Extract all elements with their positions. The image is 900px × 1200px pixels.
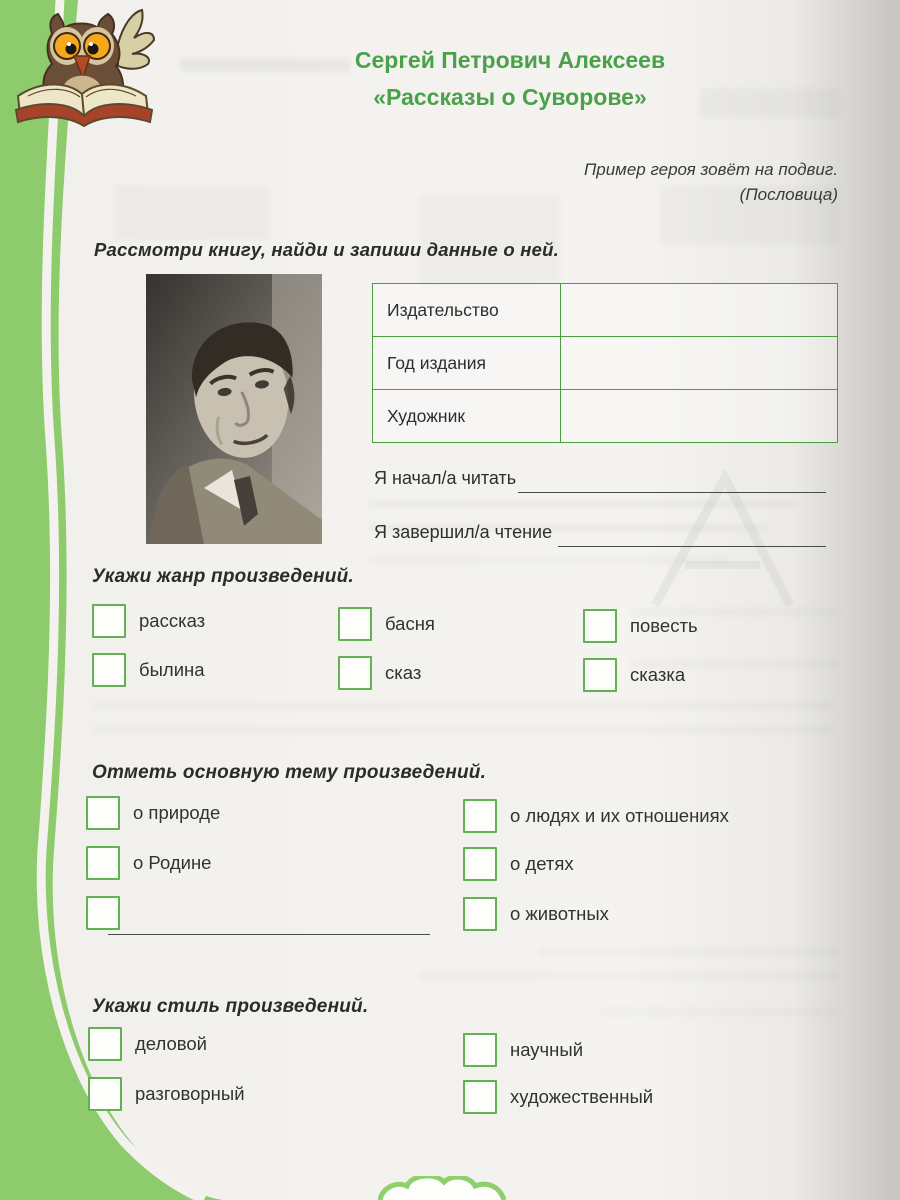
style-checkbox-delovoy[interactable] (88, 1027, 122, 1061)
finished-reading-blank[interactable] (558, 546, 826, 547)
theme-checkbox-lyudi[interactable] (463, 799, 497, 833)
genre-checkbox-skazka[interactable] (583, 658, 617, 692)
started-reading-blank[interactable] (518, 492, 826, 493)
theme-checkbox-rodina[interactable] (86, 846, 120, 880)
theme-option-zhivotnye (463, 896, 609, 932)
table-value-artist[interactable] (561, 390, 838, 443)
theme-label: о детях (510, 853, 574, 874)
book-info-instruction: Рассмотри книгу, найди и запиши данные о ней. (94, 239, 559, 260)
table-label-publisher: Издательство (373, 284, 561, 337)
genre-checkbox-skaz[interactable] (338, 656, 372, 690)
page-title (150, 42, 870, 116)
book-info-table (372, 283, 838, 443)
table-value-year[interactable] (561, 337, 838, 390)
theme-label: о природе (133, 802, 221, 823)
bleed-through-artifact (420, 972, 840, 980)
author-portrait-photo (146, 274, 322, 544)
style-label: разговорный (135, 1083, 245, 1104)
genre-label: былина (139, 659, 205, 680)
theme-checkbox-zhivotnye[interactable] (463, 897, 497, 931)
epigraph-attribution: (Пословица) (739, 184, 838, 204)
green-side-band (0, 0, 240, 1200)
style-checkbox-razgovorny[interactable] (88, 1077, 122, 1111)
style-checkbox-khudozhestvenny[interactable] (463, 1080, 497, 1114)
style-label: деловой (135, 1033, 208, 1054)
style-label: научный (510, 1039, 584, 1060)
table-row (373, 390, 838, 443)
cloud-ornament-icon (376, 1176, 508, 1200)
theme-checkbox-other[interactable] (86, 896, 120, 930)
theme-other-blank[interactable] (108, 934, 430, 935)
genre-option-skazka (583, 657, 685, 693)
table-row (373, 337, 838, 390)
theme-option-rodina (86, 845, 211, 881)
theme-option-priroda (86, 795, 220, 831)
style-option-nauchny (463, 1032, 583, 1068)
style-option-khudozhestvenny (463, 1079, 653, 1115)
table-row (373, 284, 838, 337)
genre-label: повесть (630, 615, 698, 636)
genre-label: басня (385, 613, 435, 634)
started-reading-label: Я начал/а читать (374, 468, 517, 488)
genre-option-povest (583, 608, 698, 644)
table-label-year: Год издания (373, 337, 561, 390)
genre-label: сказ (385, 662, 422, 683)
style-option-delovoy (88, 1026, 207, 1062)
epigraph-text: Пример героя зовёт на подвиг. (583, 160, 838, 179)
style-checkbox-nauchny[interactable] (463, 1033, 497, 1067)
genre-option-bylina (92, 652, 205, 688)
theme-label: о людях и их отношениях (510, 805, 729, 826)
genre-checkbox-povest[interactable] (583, 609, 617, 643)
epigraph (584, 158, 838, 207)
bleed-through-letter-artifact (640, 470, 800, 610)
owl-logo-icon (6, 4, 164, 132)
style-heading: Укажи стиль произведений. (92, 996, 369, 1017)
theme-option-lyudi (463, 798, 729, 834)
theme-label: о животных (510, 903, 609, 924)
theme-checkbox-priroda[interactable] (86, 796, 120, 830)
finished-reading-label: Я завершил/а чтение (374, 522, 553, 542)
bleed-through-artifact (540, 948, 840, 956)
genre-label: рассказ (139, 610, 206, 631)
style-option-razgovorny (88, 1076, 245, 1112)
table-label-artist: Художник (373, 390, 561, 443)
theme-heading: Отметь основную тему произведений. (92, 762, 487, 783)
genre-checkbox-rasskaz[interactable] (92, 604, 126, 638)
theme-option-deti (463, 846, 574, 882)
page-title-author: Сергей Петрович Алексеев (354, 47, 666, 73)
genre-option-basnya (338, 606, 435, 642)
theme-checkbox-deti[interactable] (463, 847, 497, 881)
theme-option-other (86, 895, 133, 931)
genre-checkbox-bylina[interactable] (92, 653, 126, 687)
theme-label: о Родине (133, 852, 212, 873)
bleed-through-artifact (600, 1008, 840, 1016)
genre-option-rasskaz (92, 603, 205, 639)
genre-checkbox-basnya[interactable] (338, 607, 372, 641)
genre-label: сказка (630, 664, 686, 685)
style-label: художественный (510, 1086, 654, 1107)
table-value-publisher[interactable] (561, 284, 838, 337)
genre-option-skaz (338, 655, 421, 691)
page-title-book: «Рассказы о Суворове» (373, 83, 647, 110)
genre-heading: Укажи жанр произведений. (92, 566, 354, 587)
owl-wing (118, 10, 154, 69)
